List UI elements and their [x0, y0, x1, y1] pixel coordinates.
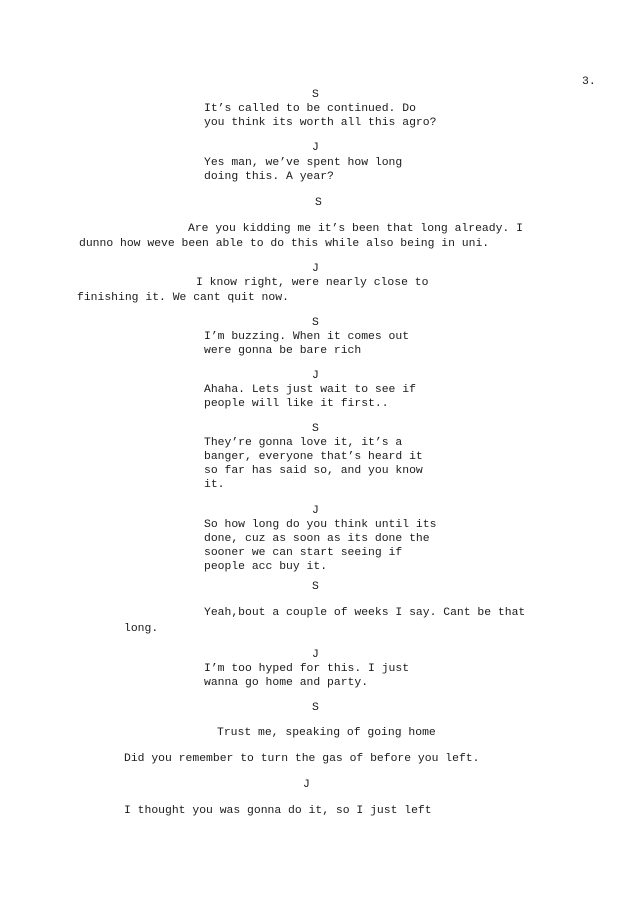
- dialogue-line: it.: [204, 479, 225, 491]
- character-name: S: [312, 317, 319, 329]
- character-name: S: [315, 197, 322, 209]
- character-name: S: [312, 423, 319, 435]
- dialogue-line: I’m buzzing. When it comes out: [204, 331, 410, 343]
- character-name: S: [312, 702, 319, 714]
- dialogue-line: banger, everyone that’s heard it: [204, 451, 423, 463]
- dialogue-line: Ahaha. Lets just wait to see if: [204, 384, 416, 396]
- dialogue-line: long.: [124, 623, 159, 635]
- character-name: J: [312, 263, 319, 275]
- dialogue-line: I know right, were nearly close to: [196, 277, 429, 289]
- dialogue-line: finishing it. We cant quit now.: [77, 292, 289, 304]
- dialogue-line: I’m too hyped for this. I just: [204, 663, 410, 675]
- character-name: J: [312, 142, 319, 154]
- dialogue-line: so far has said so, and you know: [204, 465, 423, 477]
- dialogue-line: people will like it first..: [204, 398, 389, 410]
- dialogue-line: sooner we can start seeing if: [204, 547, 403, 559]
- dialogue-line: dunno how weve been able to do this while also being in uni.: [79, 238, 490, 250]
- character-name: S: [312, 581, 319, 593]
- dialogue-line: you think its worth all this agro?: [204, 117, 437, 129]
- dialogue-line: doing this. A year?: [204, 171, 334, 183]
- character-name: J: [312, 649, 319, 661]
- character-name: J: [312, 505, 319, 517]
- dialogue-line: Are you kidding me it’s been that long already. I: [188, 223, 523, 235]
- dialogue-line: Yes man, we’ve spent how long: [204, 157, 403, 169]
- dialogue-line: So how long do you think until its: [204, 519, 437, 531]
- dialogue-line: They’re gonna love it, it’s a: [204, 437, 403, 449]
- page-number: 3.: [582, 76, 596, 88]
- dialogue-line: It’s called to be continued. Do: [204, 103, 416, 115]
- dialogue-line: wanna go home and party.: [204, 677, 369, 689]
- dialogue-line: Trust me, speaking of going home: [217, 727, 436, 739]
- dialogue-line: done, cuz as soon as its done the: [204, 533, 430, 545]
- character-name: S: [312, 89, 319, 101]
- dialogue-line: people acc buy it.: [204, 561, 328, 573]
- character-name: J: [303, 779, 310, 791]
- dialogue-line: were gonna be bare rich: [204, 345, 362, 357]
- dialogue-line: I thought you was gonna do it, so I just left: [124, 805, 432, 817]
- dialogue-line: Yeah,bout a couple of weeks I say. Cant be that: [204, 607, 526, 619]
- character-name: J: [312, 370, 319, 382]
- dialogue-line: Did you remember to turn the gas of before you left.: [124, 753, 480, 765]
